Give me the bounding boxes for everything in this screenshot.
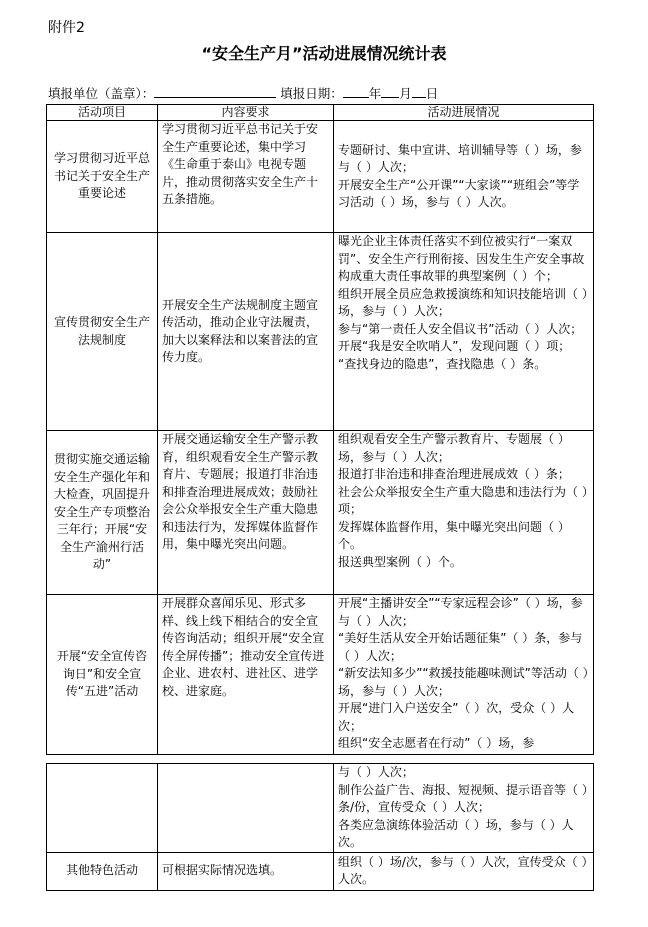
requirement-cell: 可根据实际情况选填。	[158, 852, 334, 890]
progress-line: 各类应急演练体验活动（ ）场，参与（ ）人次。	[338, 817, 574, 849]
progress-line: 报送典型案例（ ）个。	[338, 554, 462, 569]
header-requirement: 内容要求	[158, 105, 334, 121]
progress-line: 开展“主播讲安全”“专家远程会诊”（ ）场，参与（ ）人次；	[338, 596, 583, 628]
day-blank[interactable]	[412, 85, 426, 98]
progress-line: 与（ ）人次；	[338, 765, 414, 779]
requirement-cell: 开展交通运输安全生产警示教育，组织观看安全生产警示教育片、专题展；报道打非治违和排查治理进展成效；鼓励社会公众举报安全生产重大隐患和违法行为，发挥媒体监督作用，集中曝光突出问题。	[158, 431, 334, 595]
table-row	[47, 764, 594, 853]
month-label: 月	[399, 86, 412, 101]
progress-cell	[334, 764, 594, 853]
month-blank[interactable]	[381, 85, 399, 98]
table-row	[47, 595, 594, 755]
progress-cell	[334, 431, 594, 595]
progress-line: “新安法知多少”“救援技能趣味测试”等活动（ ）场，参与（ ）人次；	[338, 666, 589, 698]
requirement-cell: 学习贯彻习近平总书记关于安全生产重要论述，集中学习《生命重于泰山》电视专题片，推动贯彻落实安全生产十五条措施。	[158, 121, 334, 233]
progress-line: 制作公益广告、海报、短视频、提示语音等（ ）条/份，宣传受众（ ）人次；	[338, 782, 588, 814]
unit-blank[interactable]	[154, 85, 276, 98]
progress-line: 组织“安全志愿者在行动”（ ）场，参	[338, 736, 535, 750]
table-row	[47, 852, 594, 890]
page-title: “安全生产月”活动进展情况统计表	[201, 44, 447, 63]
progress-cell: 组织（ ）场/次，参与（ ）人次，宣传受众（ ）人次。	[334, 852, 594, 890]
progress-line: 曝光企业主体责任落实不到位被实行“一案双罚”、安全生产行刑衔接、因发生生产安全事故构成重大责任事故罪的典型案例（ ）个；	[338, 234, 585, 283]
activity-cell: 学习贯彻习近平总书记关于安全生产重要论述	[47, 121, 158, 233]
table-row	[47, 233, 594, 431]
table-row	[47, 431, 594, 595]
progress-line: “美好生活从安全开始话题征集”（ ）条，参与（ ）人次；	[338, 631, 583, 663]
progress-line: “查找身边的隐患”，查找隐患（ ）条。	[338, 356, 547, 371]
activity-cell: 其他特色活动	[47, 852, 158, 890]
progress-line: 参与“第一责任人安全倡议书”活动（ ）人次；	[338, 321, 583, 336]
unit-label: 填报单位（盖章）：	[48, 86, 155, 101]
table-header-row	[47, 105, 594, 121]
header-progress: 活动进展情况	[334, 105, 594, 121]
progress-line: 组织观看安全生产警示教育片、专题展（ ）场，参与（ ）人次；	[338, 432, 570, 464]
progress-cell	[334, 233, 594, 431]
empty-activity-cell	[47, 764, 158, 853]
progress-cell	[334, 595, 594, 755]
table-row	[47, 121, 594, 233]
progress-line: 报道打非治违和排查治理进展成效（ ）条；	[338, 467, 570, 481]
progress-line: 发挥媒体监督作用，集中曝光突出问题（ ）个。	[338, 519, 570, 551]
header-activity: 活动项目	[47, 105, 158, 121]
year-blank[interactable]	[343, 85, 369, 98]
fill-info-line	[48, 84, 438, 102]
day-label: 日	[425, 86, 439, 101]
progress-line: 开展“进门入户送安全”（ ）次，受众（ ）人次；	[338, 701, 575, 733]
activity-cell: 宣传贯彻安全生产法规制度	[47, 233, 158, 431]
requirement-cell: 开展安全生产法规制度主题宣传活动，推动企业守法履责，加大以案释法和以案普法的宣传力度。	[158, 233, 334, 431]
progress-line: 开展“我是安全吹哨人”，发现问题（ ）项；	[338, 339, 571, 353]
progress-line: 组织开展全员应急救援演练和知识技能培训（ ）场，参与（ ）人次；	[338, 286, 588, 318]
activity-cell: 贯彻实施交通运输安全生产强化年和大检查，巩固提升安全生产专项整治三年行；开展“安全生产渝州行活动”	[47, 431, 158, 595]
progress-line: 开展安全生产“公开课”“大家谈”“班组会”等学习活动（ ）场，参与（ ）人次。	[338, 177, 580, 209]
progress-cell	[334, 121, 594, 233]
progress-line: 专题研讨、集中宣讲、培训辅导等（ ）场，参与（ ）人次；	[338, 142, 582, 174]
empty-requirement-cell	[158, 764, 334, 853]
year-label: 年	[368, 86, 382, 101]
activity-cell: 开展“安全宣传咨询日”和安全宣传“五进”活动	[47, 595, 158, 755]
attachment-label: 附件2	[48, 20, 85, 36]
requirement-cell: 开展群众喜闻乐见、形式多样、线上线下相结合的安全宣传咨询活动；组织开展“安全宣传全屏传播”；推动安全宣传进企业、进农村、进社区、进学校、进家庭。	[158, 595, 334, 755]
progress-table	[46, 104, 594, 755]
progress-table-continued	[46, 763, 594, 891]
date-label: 填报日期：	[280, 86, 343, 101]
progress-line: 社会公众举报安全生产重大隐患和违法行为（ ）项；	[338, 484, 588, 516]
